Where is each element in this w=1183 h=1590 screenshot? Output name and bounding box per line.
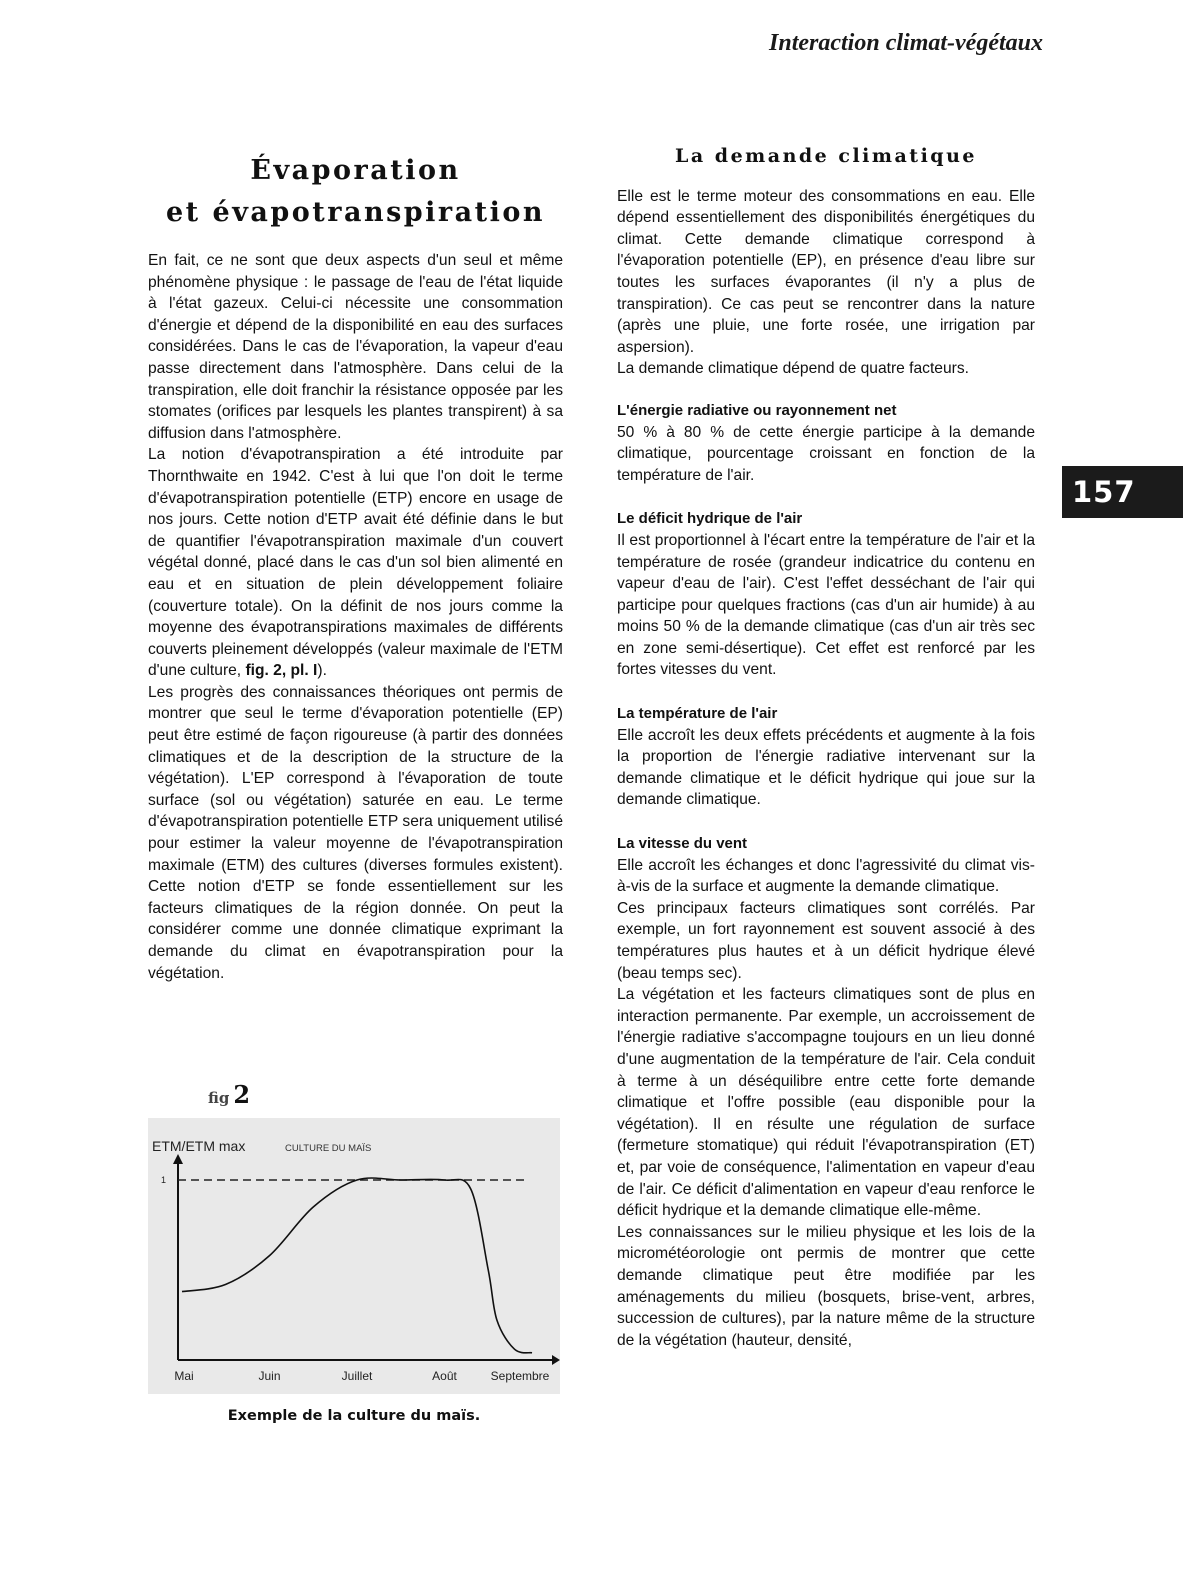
section-wind-speed [617,833,1035,1351]
text-interaction: La végétation et les facteurs climatiques sont de plus en interaction permanente. Par exemple, un accroissement de l'énergie radiative s'accompagne toujours en un lieu donné d'une augmentation de la température de l'air. Cela conduit à terme à un déséquilibre entre cette forte demande climatique et l'offre possible (eau disponible pour la végétation). Il en résulte une régulation de surface (fermeture stomatique) qui réduit l'évapotranspiration (ET) et, par voie de conséquence, l'alimentation en vapeur d'eau de l'air. Ce déficit d'alimentation en vapeur d'eau renforce le déficit hydrique et la demande climatique elle-même. [617,986,1035,1220]
figure-reference-link[interactable]: fig. 2, pl. I [245,662,318,680]
heading-air-temperature: La température de l'air [617,705,778,723]
page-number-tab: 157 [1062,466,1183,518]
x-tick-label-aout: Août [432,1369,457,1383]
article-title-line2: et évapotranspiration [165,197,546,228]
text-air-temperature: Elle accroît les deux effets précédents et augmente à la fois la proportion de l'énergie radiative intervenant sur la demande climatique et le déficit hydrique qui joue sur la demande climatique. [617,726,1035,809]
text-wind-speed: Elle accroît les échanges et donc l'agressivité du climat vis-à-vis de la surface et augmente la demande climatique. [617,856,1035,896]
paragraph-four-factors: La demande climatique dépend de quatre facteurs. [617,360,969,378]
paragraph-thornthwaite [148,444,563,682]
text-radiative-energy: 50 % à 80 % de cette énergie participe à la demande climatique, pourcentage croissant en fonction de la température de l'air. [617,423,1035,484]
left-column [148,150,563,984]
heading-radiative-energy: L'énergie radiative ou rayonnement net [617,401,897,419]
figure-mark: fig [208,1089,230,1107]
paragraph-thornthwaite-text: La notion d'évapotranspiration a été introduite par Thornthwaite en 1942. C'est à lui que l'on doit le terme d'évapotranspiration potentielle (ETP) encore en usage de nos jours. Cette notion d'ETP avait été définie dans le but de quantifier l'évapotranspiration maximale d'un couvert végétal donné, placé dans le cas d'un sol bien alimenté en eau et en situation de plein développement foliaire (couverture totale). On la définit de nos jours comme la moyenne des évapotranspirations maximales de différents couverts pleinement développés (valeur maximale de l'ETM d'une culture, [148,446,563,680]
heading-water-deficit: Le déficit hydrique de l'air [617,510,803,528]
x-tick-label-juillet: Juillet [341,1369,373,1383]
figure-caption: Exemple de la culture du maïs. [227,1408,481,1424]
figure-label [208,1080,250,1109]
chart-title: CULTURE DU MAÏS [285,1143,372,1154]
y-axis-label: ETM/ETM max [152,1138,246,1154]
text-water-deficit: Il est proportionnel à l'écart entre la température de l'air et la température de rosée (grandeur indicatrice du contenu en vapeur d'eau de l'air). C'est l'effet desséchant de l'air qui participe pour quelques fractions (cas d'un air humide) à au moins 50 % de la demande climatique (cas d'un air très sec en zone semi-désertique). Cet effet est renforcé par les fortes vitesses du vent. [617,531,1035,679]
figure-number: 2 [233,1080,251,1109]
paragraph-demand-intro: Elle est le terme moteur des consommations en eau. Elle dépend essentiellement des disponibilités énergétiques du climat. Cette demande climatique correspond à l'évaporation potentielle (EP), en présence d'eau libre sur toutes les surfaces évaporantes (il n'y a plus de transpiration). Ce cas peut se rencontrer dans la nature (après une pluie, une forte rosée, une irrigation par aspersion). [617,187,1035,356]
paragraph-intro: En fait, ce ne sont que deux aspects d'un seul et même phénomène physique : le passage de l'eau de l'état liquide à l'état gazeux. Celui-ci nécessite une consommation d'énergie et dépend de la disponibilité en eau des surfaces considérées. Dans le cas de l'évaporation, la vapeur d'eau passe directement dans l'atmosphère. Dans celui de la transpiration, elle doit franchir la résistance opposée par les stomates (orifices par lesquels les plantes transpirent) à sa diffusion dans l'atmosphère. [148,252,563,442]
paragraph-progress: Les progrès des connaissances théoriques ont permis de montrer que seul le terme d'évaporation potentielle (EP) peut être estimé de façon rigoureuse (à partir des données climatiques et de la description de la structure de la végétation). L'EP correspond à l'évaporation de toute surface (sol ou végétation) saturée en eau. Le terme d'évapotranspiration potentielle ETP sera uniquement utilisé pour estimer la valeur moyenne de l'évapotranspiration maximale (ETM) des cultures (diverses formules existent). Cette notion d'ETP se fonde essentiellement sur les facteurs climatiques de la région donnée. On peut la considérer comme une donnée climatique exprimant la demande du climat en évapotranspiration pour la végétation. [148,683,563,982]
article-title [148,150,563,234]
section-air-temperature [617,703,1035,811]
x-tick-label-septembre: Septembre [490,1369,550,1383]
chart-background [148,1118,560,1394]
right-column [617,146,1035,1351]
x-tick-label-juin: Juin [258,1369,281,1383]
figure-2-chart [148,1118,560,1394]
x-tick-label-mai: Mai [174,1369,194,1383]
paragraph-thornthwaite-end: ). [317,662,327,680]
article-title-line1: Évaporation [250,155,461,186]
section-title: La demande climatique [675,145,977,167]
y-tick-label: 1 [161,1175,167,1185]
chart-svg [148,1118,560,1394]
text-knowledge: Les connaissances sur le milieu physique et les lois de la micrométéorologie ont permis de montrer que cette demande climatique peut être modifiée par les aménagements du milieu (bosquets, brise-vent, arbres, succession de cultures), par la nature même de la structure de la végétation (hauteur, densité, [617,1223,1035,1349]
section-radiative-energy [617,400,1035,486]
section-water-deficit [617,508,1035,681]
running-head: Interaction climat-végétaux [769,30,1043,56]
text-correlated-factors: Ces principaux facteurs climatiques sont corrélés. Par exemple, un fort rayonnement est souvent associé à des températures plus hautes et à un déficit hydrique élevé (beau temps sec). [617,899,1035,982]
heading-wind-speed: La vitesse du vent [617,835,748,853]
